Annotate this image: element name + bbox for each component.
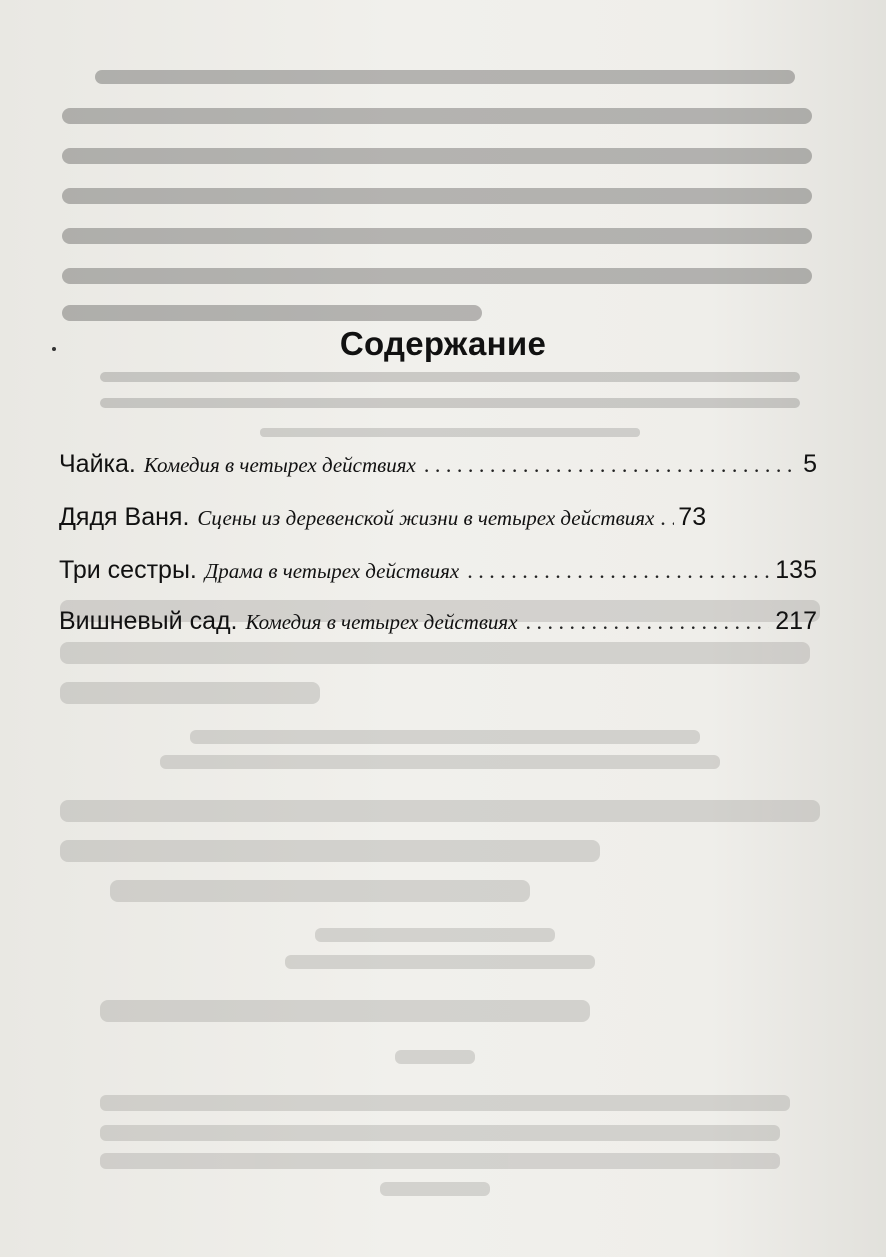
toc-entry-subtitle: Комедия в четырех действиях [143,453,416,477]
ink-speck [52,347,56,351]
toc-entry-subtitle: Драма в четырех действиях [204,559,460,583]
toc-entry-subtitle: Комедия в четырех действиях [245,610,518,634]
dot-leader [526,609,770,635]
toc-entry-tri-sestry[interactable] [59,556,817,596]
dot-leader [660,505,674,531]
toc-entry-page-number: 5 [803,450,817,478]
toc-entry-page-number: 217 [775,607,817,635]
toc-entry-dyadya-vanya[interactable] [59,503,817,543]
toc-entry-page-number: 73 [678,503,707,531]
toc-entry-title: Дядя Ваня. [59,503,190,531]
toc-entry-chaika[interactable] [59,450,817,490]
page-title: Содержание [339,325,547,362]
dot-leader [424,452,797,478]
toc-entry-title: Вишневый сад. [59,607,238,635]
toc-entry-title: Чайка. [59,450,136,478]
toc-entry-title: Три сестры. [59,556,197,584]
toc-entry-subtitle: Сцены из деревенской жизни в четырех действиях [197,506,655,530]
toc-entry-page-number: 135 [775,556,817,584]
toc-entry-vishnevy-sad[interactable] [59,607,817,647]
dot-leader [467,558,769,584]
